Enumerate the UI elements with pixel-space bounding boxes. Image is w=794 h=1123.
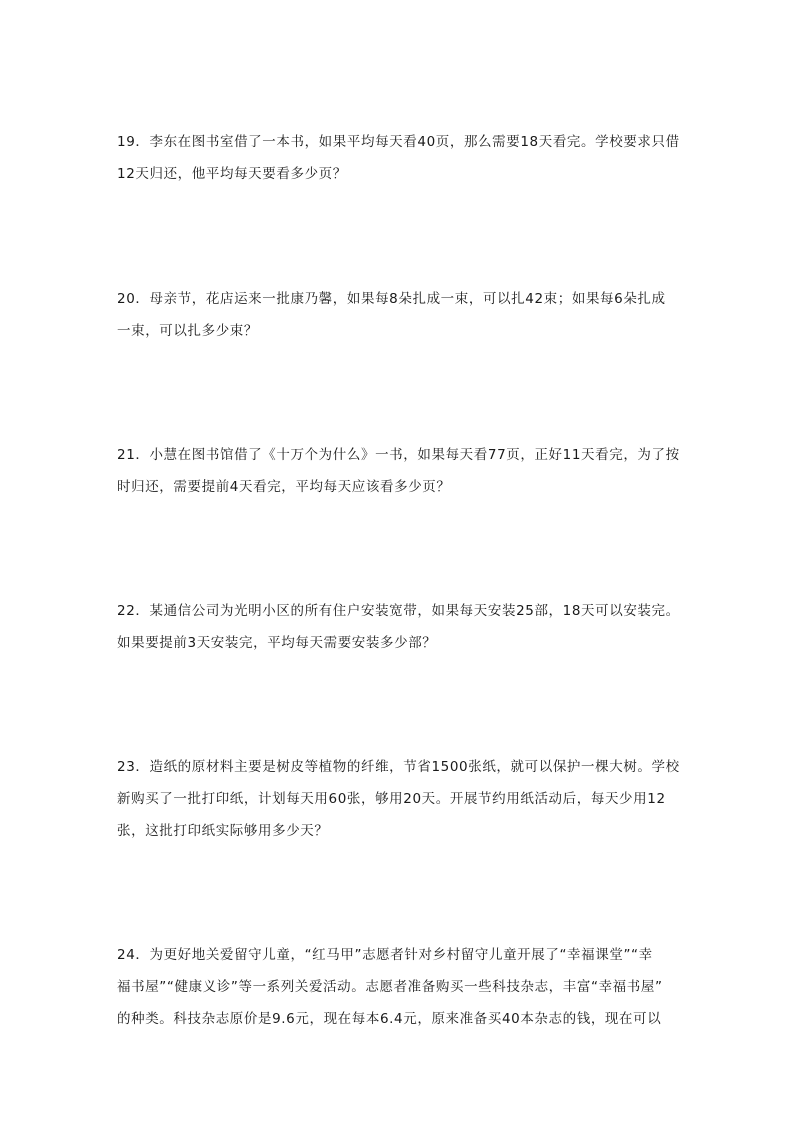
question-21	[117, 445, 687, 497]
question-line: 23．造纸的原材料主要是树皮等植物的纤维，节省1500张纸，就可以保护一棵大树。学校	[117, 759, 680, 775]
question-line: 22．某通信公司为光明小区的所有住户安装宽带，如果每天安装25部，18天可以安装完。	[117, 603, 680, 619]
question-line: 24．为更好地关爱留守儿童，“红马甲”志愿者针对乡村留守儿童开展了“幸福课堂”“幸	[117, 947, 653, 963]
question-line: 福书屋”“健康义诊”等一系列关爱活动。志愿者准备购买一些科技杂志，丰富“幸福书屋”	[117, 979, 663, 995]
question-24	[117, 945, 687, 1029]
question-line: 21．小慧在图书馆借了《十万个为什么》一书，如果每天看77页，正好11天看完，为了按	[117, 447, 680, 463]
question-line: 如果要提前3天安装完，平均每天需要安装多少部？	[117, 635, 437, 651]
question-line: 的种类。科技杂志原价是9.6元，现在每本6.4元，原来准备买40本杂志的钱，现在可以	[117, 1011, 662, 1027]
question-line: 19．李东在图书室借了一本书，如果平均每天看40页，那么需要18天看完。学校要求只借	[117, 134, 680, 150]
question-line: 时归还，需要提前4天看完，平均每天应该看多少页？	[117, 479, 451, 495]
question-line: 一束，可以扎多少束？	[117, 323, 258, 339]
question-23	[117, 757, 687, 841]
question-19	[117, 132, 687, 184]
question-line: 张，这批打印纸实际够用多少天？	[117, 823, 329, 839]
question-line: 20．母亲节，花店运来一批康乃馨，如果每8朵扎成一束，可以扎42束；如果每6朵扎成	[117, 291, 666, 307]
question-20	[117, 289, 687, 341]
question-22	[117, 601, 687, 653]
question-line: 新购买了一批打印纸，计划每天用60张，够用20天。开展节约用纸活动后，每天少用12	[117, 791, 666, 807]
question-line: 12天归还，他平均每天要看多少页？	[117, 166, 347, 182]
